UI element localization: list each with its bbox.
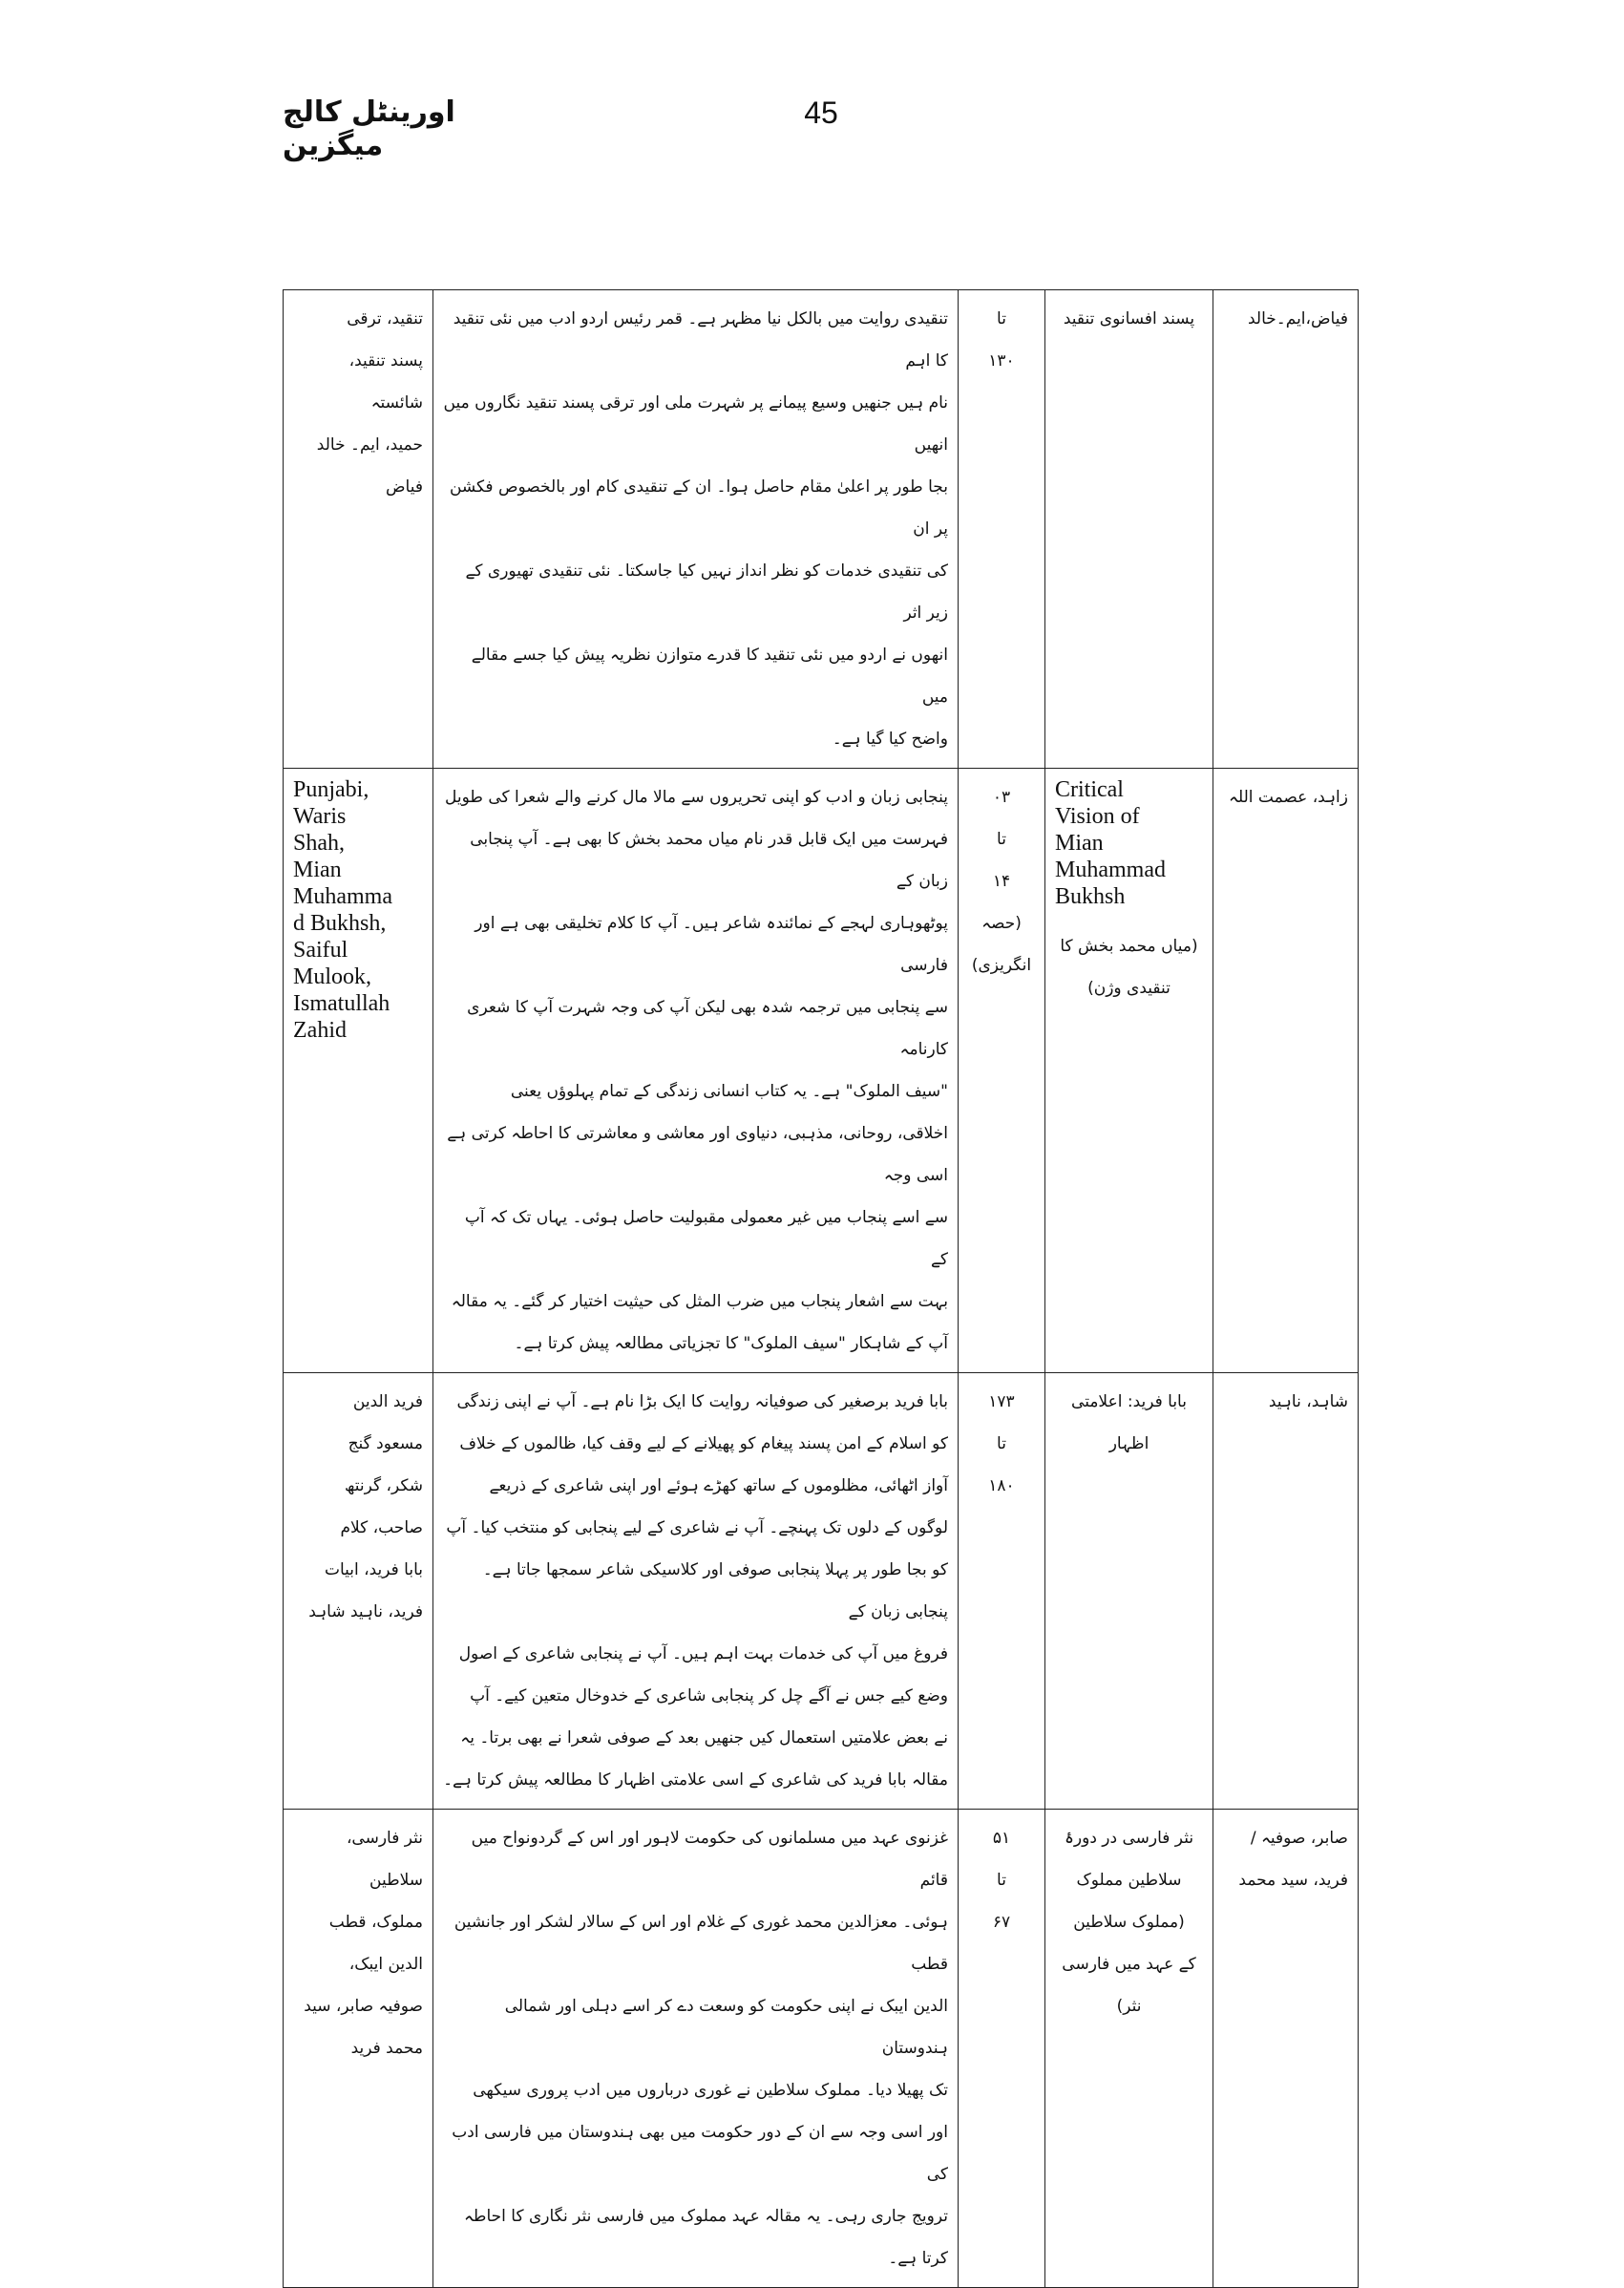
author-cell: [1213, 290, 1359, 769]
abstract-cell: [433, 769, 959, 1373]
table-row: [284, 1810, 1359, 2288]
author-text: زاہد، عصمت اللہ: [1228, 788, 1348, 807]
abstract-cell: [433, 1373, 959, 1810]
pages-text: ۱۷۳ تا ۱۸۰: [988, 1392, 1015, 1495]
pages-cell: [959, 1373, 1045, 1810]
author-cell: [1213, 1810, 1359, 2288]
pages-cell: [959, 1810, 1045, 2288]
keywords-cell: [284, 769, 433, 1373]
abstract-text: پنجابی زبان و ادب کو اپنی تحریروں سے مالا مال کرنے والے شعرا کی طویل فہرست میں ایک قابل قدر نام میاں محمد بخش کا بھی ہے۔ آپ پنجابی زبان کے پوٹھوہاری لہجے کے نمائندہ شاعر ہیں۔ آپ کا کلام تخلیقی بھی ہے اور فارسی سے پنجابی میں ترجمہ شدہ بھی لیکن آپ کی وجہ شہرت آپ کا شعری کارنامہ "سیف الملوک" ہے۔ یہ کتاب انسانی زندگی کے تمام پہلوؤں یعنی اخلاقی، روحانی، مذہبی، دنیاوی اور معاشی و معاشرتی کا احاطہ کرتی ہے اسی وجہ سے اسے پنجاب میں غیر معمولی مقبولیت حاصل ہوئی۔ یہاں تک کہ آپ کے بہت سے اشعار پنجاب میں ضرب المثل کی حیثیت اختیار کر گئے۔ یہ مقالہ آپ کے شاہکار "سیف الملوک" کا تجزیاتی مطالعہ پیش کرتا ہے۔: [445, 788, 948, 1353]
journal-title: اورینٹل کالج میگزین: [283, 95, 455, 162]
author-cell: [1213, 1373, 1359, 1810]
keywords-text: تنقید، ترقی پسند تنقید، شائستہ حمید، ایم۔ خالد فیاض: [316, 309, 423, 497]
keywords-text: Punjabi, Waris Shah, Mian Muhamma d Bukhsh, Saiful Mulook, Ismatullah Zahid: [293, 777, 392, 1043]
abstract-cell: [433, 290, 959, 769]
abstract-cell: [433, 1810, 959, 2288]
title-cell: [1045, 1810, 1213, 2288]
title-text: پسند افسانوی تنقید: [1063, 309, 1195, 328]
title-cell: [1045, 1373, 1213, 1810]
title-english-text: Critical Vision of Mian Muhammad Bukhsh: [1055, 777, 1166, 909]
pages-cell: [959, 769, 1045, 1373]
author-text: صابر، صوفیہ / فرید، سید محمد: [1238, 1829, 1348, 1890]
title-text: بابا فرید: اعلامتی اظہار: [1071, 1392, 1187, 1453]
keywords-cell: [284, 290, 433, 769]
pages-text: تا ۱۳۰: [988, 309, 1015, 371]
author-cell: [1213, 769, 1359, 1373]
index-table: [283, 289, 1359, 2288]
table-row: [284, 1373, 1359, 1810]
pages-cell: [959, 290, 1045, 769]
pages-text: ۵۱ تا ۶۷: [992, 1829, 1011, 1932]
title-cell: [1045, 769, 1213, 1373]
abstract-text: غزنوی عہد میں مسلمانوں کی حکومت لاہور اور اس کے گردونواح میں قائم ہوئی۔ معزالدین محمد غوری کے غلام اور اس کے سالار لشکر اور جانشین قطب الدین ایبک نے اپنی حکومت کو وسعت دے کر اسے دہلی اور شمالی ہندوستان تک پھیلا دیا۔ مملوک سلاطین نے غوری درباروں میں ادب پروری سیکھی اور اسی وجہ سے ان کے دور حکومت میں بھی ہندوستان میں فارسی ادب کی ترویج جاری رہی۔ یہ مقالہ عہد مملوک میں فارسی نثر نگاری کا احاطہ کرتا ہے۔: [452, 1829, 948, 2268]
keywords-text: نثر فارسی، سلاطین مملوک، قطب الدین ایبک، صوفیہ صابر، سید محمد فرید: [304, 1829, 423, 2058]
title-text: نثر فارسی در دورۂ سلاطین مملوک (مملوک سلاطین کے عہد میں فارسی نثر): [1062, 1829, 1196, 2016]
pages-text: ۰۳ تا ۱۴ (حصہ انگریزی): [971, 788, 1032, 975]
keywords-cell: [284, 1373, 433, 1810]
keywords-cell: [284, 1810, 433, 2288]
author-text: فیاض،ایم۔خالد: [1248, 309, 1348, 328]
title-cell: [1045, 290, 1213, 769]
title-urdu-text: (میاں محمد بخش کا تنقیدی وژن): [1060, 937, 1198, 998]
author-text: شاہد، ناہید: [1268, 1392, 1348, 1411]
abstract-text: تنقیدی روایت میں بالکل نیا مظہر ہے۔ قمر رئیس اردو ادب میں نئی تنقید کا اہم نام ہیں جنھیں وسیع پیمانے پر شہرت ملی اور ترقی پسند تنقید نگاروں میں انھیں بجا طور پر اعلیٰ مقام حاصل ہوا۔ ان کے تنقیدی کام اور بالخصوص فکشن پر ان کی تنقیدی خدمات کو نظر انداز نہیں کیا جاسکتا۔ نئی تنقیدی تھیوری کے زیر اثر انھوں نے اردو میں نئی تنقید کا قدرے متوازن نظریہ پیش کیا جسے مقالے میں واضح کیا گیا ہے۔: [443, 309, 948, 749]
table-row: [284, 769, 1359, 1373]
table-row: [284, 290, 1359, 769]
keywords-text: فرید الدین مسعود گنج شکر، گرنتھ صاحب، کلام بابا فرید، ابیات فرید، ناہید شاہد: [308, 1392, 423, 1621]
page-number: 45: [804, 95, 838, 130]
abstract-text: بابا فرید برصغیر کی صوفیانہ روایت کا ایک بڑا نام ہے۔ آپ نے اپنی زندگی کو اسلام کے امن پسند پیغام کو پھیلانے کے لیے وقف کیا، ظالموں کے خلاف آواز اٹھائی، مظلوموں کے ساتھ کھڑے ہوئے اور اپنی شاعری کے ذریعے لوگوں کے دلوں تک پہنچے۔ آپ نے شاعری کے لیے پنجابی کو منتخب کیا۔ آپ کو بجا طور پر پہلا پنجابی صوفی اور کلاسیکی شاعر سمجھا جاتا ہے۔ پنجابی زبان کے فروغ میں آپ کی خدمات بہت اہم ہیں۔ آپ نے پنجابی شاعری کے اصول وضع کیے جس نے آگے چل کر پنجابی شاعری کے خدوخال متعین کیے۔ آپ نے بعض علامتیں استعمال کیں جنھیں بعد کے صوفی شعرا نے بھی برتا۔ یہ مقالہ بابا فرید کی شاعری کے اسی علامتی اظہار کا مطالعہ پیش کرتا ہے۔: [443, 1392, 948, 1790]
